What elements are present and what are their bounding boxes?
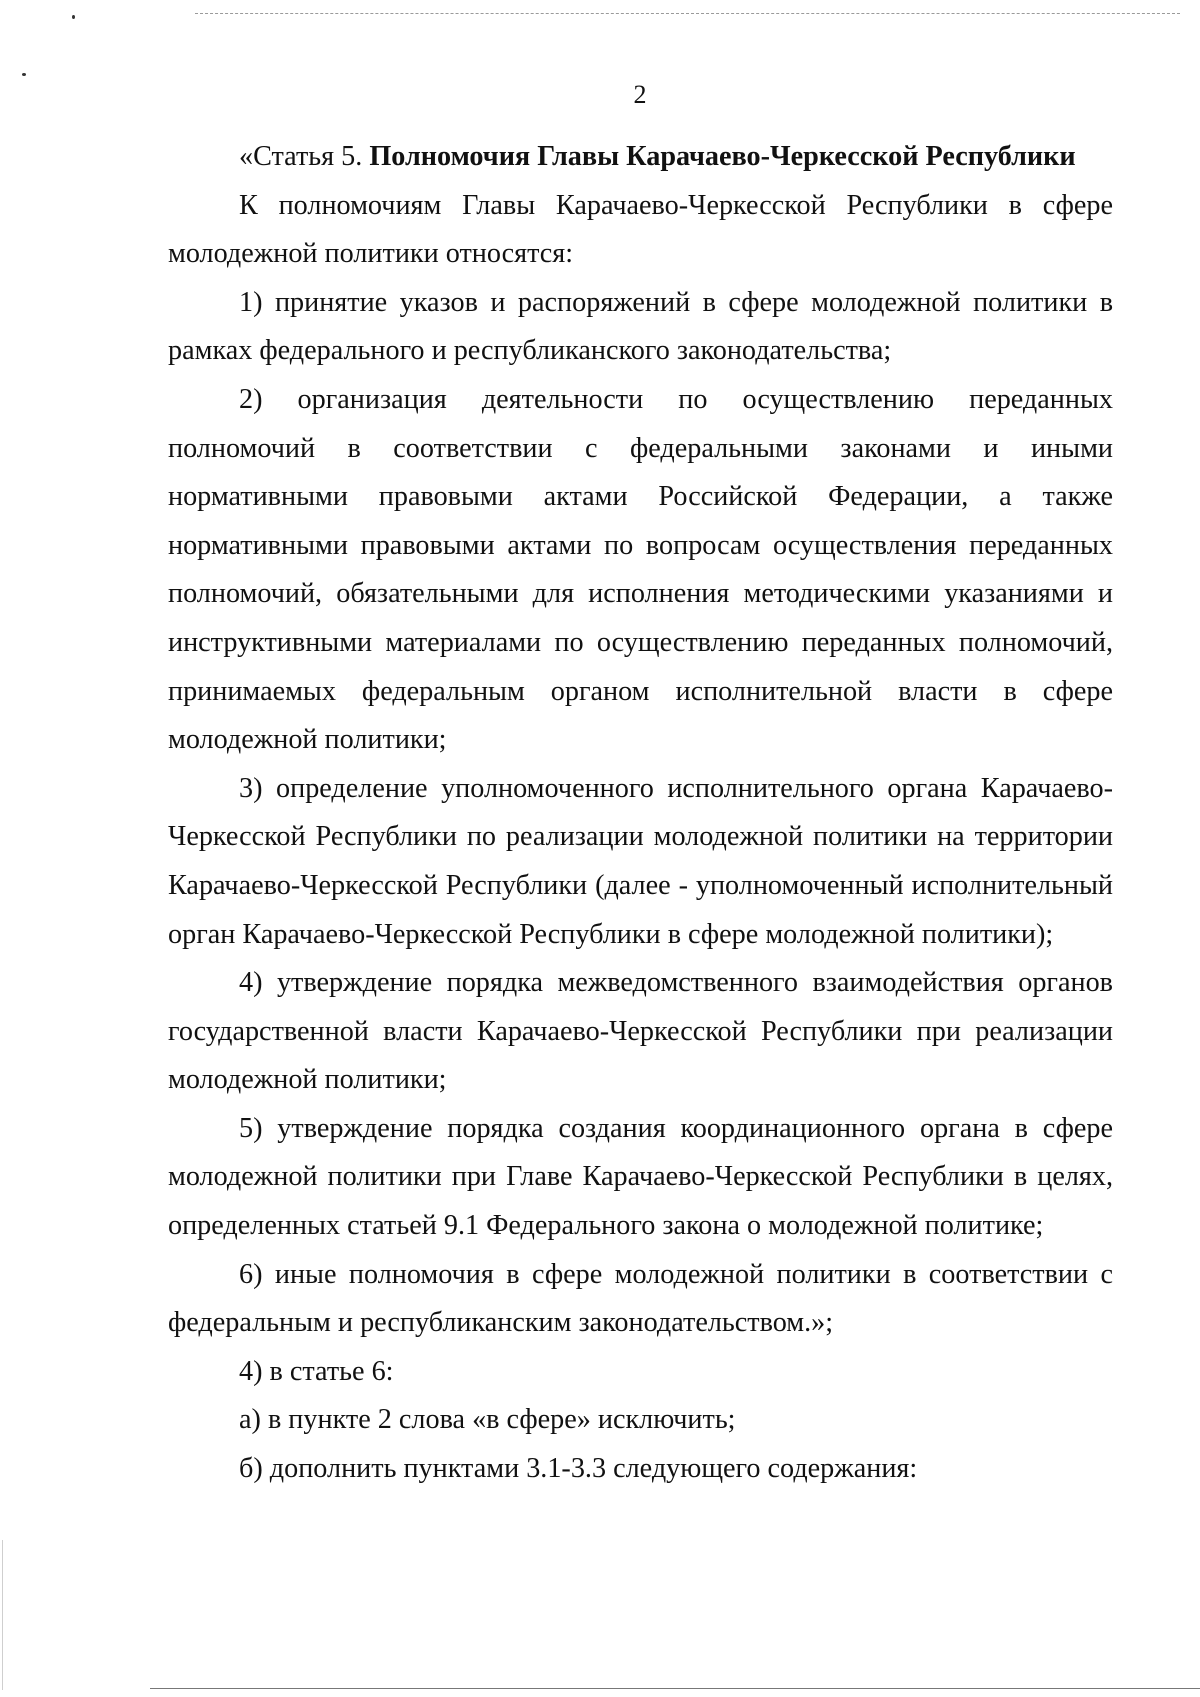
paragraph-item-5: 5) утверждение порядка создания координационного органа в сфере молодежной политики при Главе Карачаево-Черкесской Республики в целях, определенных статьей 9.1 Федерального закона о молодежной политике; bbox=[168, 1112, 1113, 1242]
article-title bbox=[168, 133, 1113, 182]
paragraph-item-3: 3) определение уполномоченного исполнительного органа Карачаево-Черкесской Республики по реализации молодежной политики на территории Карачаево-Черкесской Республики (далее - уполномоченный исполнительный орган Карачаево-Черкесской Республики в сфере молодежной политики); bbox=[168, 772, 1113, 950]
article-prefix: «Статья 5. bbox=[239, 141, 370, 172]
scan-edge-top bbox=[195, 13, 1180, 14]
paragraph-item-4: 4) утверждение порядка межведомственного взаимодействия органов государственной власти Карачаево-Черкесской Республики при реализации молодежной политики; bbox=[168, 967, 1113, 1096]
paragraph-amendment-a: а) в пункте 2 слова «в сфере» исключить; bbox=[239, 1404, 736, 1436]
paragraph-intro: К полномочиям Главы Карачаево-Черкесской Республики в сфере молодежной политики относятся: bbox=[168, 189, 1113, 270]
paragraph-amendment-b: б) дополнить пунктами 3.1-3.3 следующего содержания: bbox=[239, 1453, 918, 1485]
paragraph-item-2: 2) организация деятельности по осуществлению переданных полномочий в соответствии с федеральными законами и иными нормативными правовыми актами Российской Федерации, а также нормативными правовыми актами по вопросам осуществления переданных полномочий, обязательными для исполнения методическими указаниями и инструктивными материалами по осуществлению переданных полномочий, принимаемых федеральным органом исполнительной власти в сфере молодежной политики; bbox=[168, 383, 1113, 756]
paragraph-amendment-article-6: 4) в статье 6: bbox=[239, 1355, 394, 1387]
paragraph-item-6: 6) иные полномочия в сфере молодежной политики в соответствии с федеральным и республиканским законодательством.»; bbox=[168, 1258, 1113, 1339]
scan-edge-left bbox=[2, 1540, 3, 1690]
article-heading: Полномочия Главы Карачаево-Черкесской Республики bbox=[369, 141, 1076, 172]
scan-speck bbox=[72, 15, 75, 19]
scan-speck bbox=[22, 73, 26, 76]
paragraph-item-1: 1) принятие указов и распоряжений в сфере молодежной политики в рамках федерального и республиканского законодательства; bbox=[168, 286, 1113, 367]
page-number: 2 bbox=[633, 80, 647, 109]
scan-edge-bottom bbox=[150, 1688, 1200, 1689]
document-body bbox=[168, 133, 1113, 1494]
